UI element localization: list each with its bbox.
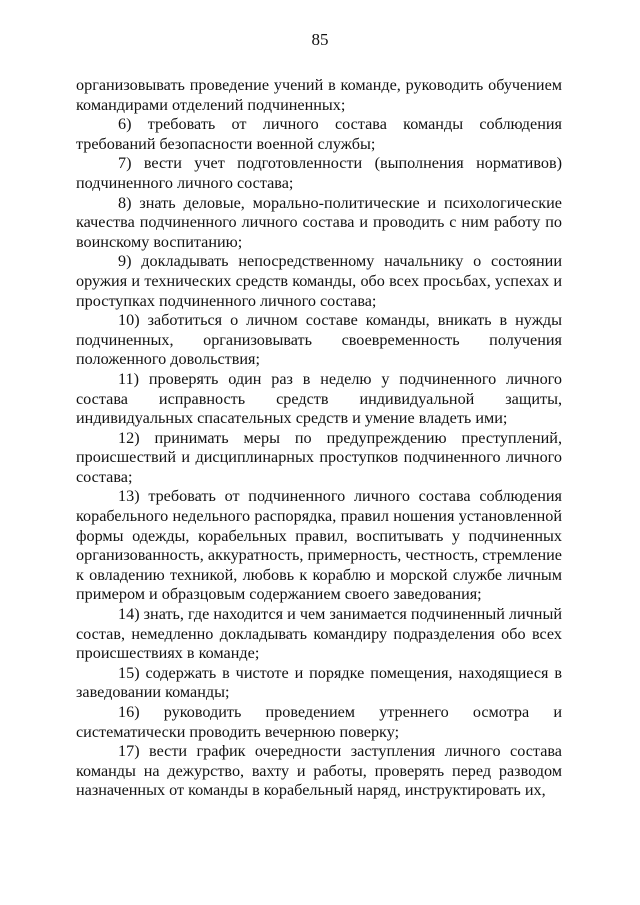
paragraph-item-14: 14) знать, где находится и чем занимается подчиненный личный состав, немедленно докладывать командиру подразделения обо всех происшествиях в команде; — [76, 605, 562, 663]
page-number: 85 — [311, 30, 329, 49]
paragraph-item-16: 16) руководить проведением утреннего осмотра и систематически проводить вечернюю поверку; — [76, 703, 562, 741]
paragraph-item-11: 11) проверять один раз в неделю у подчиненного личного состава исправность средств индивидуальной защиты, индивидуальных спасательных средств и умение владеть ими; — [76, 369, 562, 428]
paragraph-item-10: 10) заботиться о личном составе команды, вникать в нужды подчиненных, организовывать своевременность получения положенного довольствия; — [76, 311, 562, 369]
paragraph-item-8: 8) знать деловые, морально-политические и психологические качества подчиненного личного состава и проводить с ним работу по воинскому воспитанию; — [76, 193, 562, 251]
paragraph-item-6: 6) требовать от личного состава команды соблюдения требований безопасности военной службы; — [76, 115, 562, 153]
paragraph-item-7: 7) вести учет подготовленности (выполнения нормативов) подчиненного личного состава; — [76, 154, 562, 192]
paragraph-item-9: 9) докладывать непосредственному начальнику о состоянии оружия и технических средств команды, обо всех просьбах, успехах и проступках подчиненного личного состава; — [76, 252, 562, 310]
paragraph-item-15: 15) содержать в чистоте и порядке помещения, находящиеся в заведовании команды; — [76, 663, 562, 702]
paragraph-item-17: 17) вести график очередности заступления личного состава команды на дежурство, вахту и работы, проверять перед разводом назначенных от команды в корабельный наряд, инструктировать их, — [76, 742, 562, 800]
paragraph-continuation: организовывать проведение учений в команде, руководить обучением командирами отделений подчиненных; — [76, 76, 562, 114]
body-text — [76, 76, 562, 801]
paragraph-item-13: 13) требовать от подчиненного личного состава соблюдения корабельного недельного распорядка, правил ношения установленной формы одежды, корабельных правил, воспитывать у подчиненных организованность, аккуратность, примерность, честность, стремление к овладению техникой, любовь к кораблю и морской службе личным примером и образцовым содержанием своего заведования; — [76, 487, 562, 604]
paragraph-item-12: 12) принимать меры по предупреждению преступлений, происшествий и дисциплинарных проступков подчиненного личного состава; — [76, 428, 562, 486]
